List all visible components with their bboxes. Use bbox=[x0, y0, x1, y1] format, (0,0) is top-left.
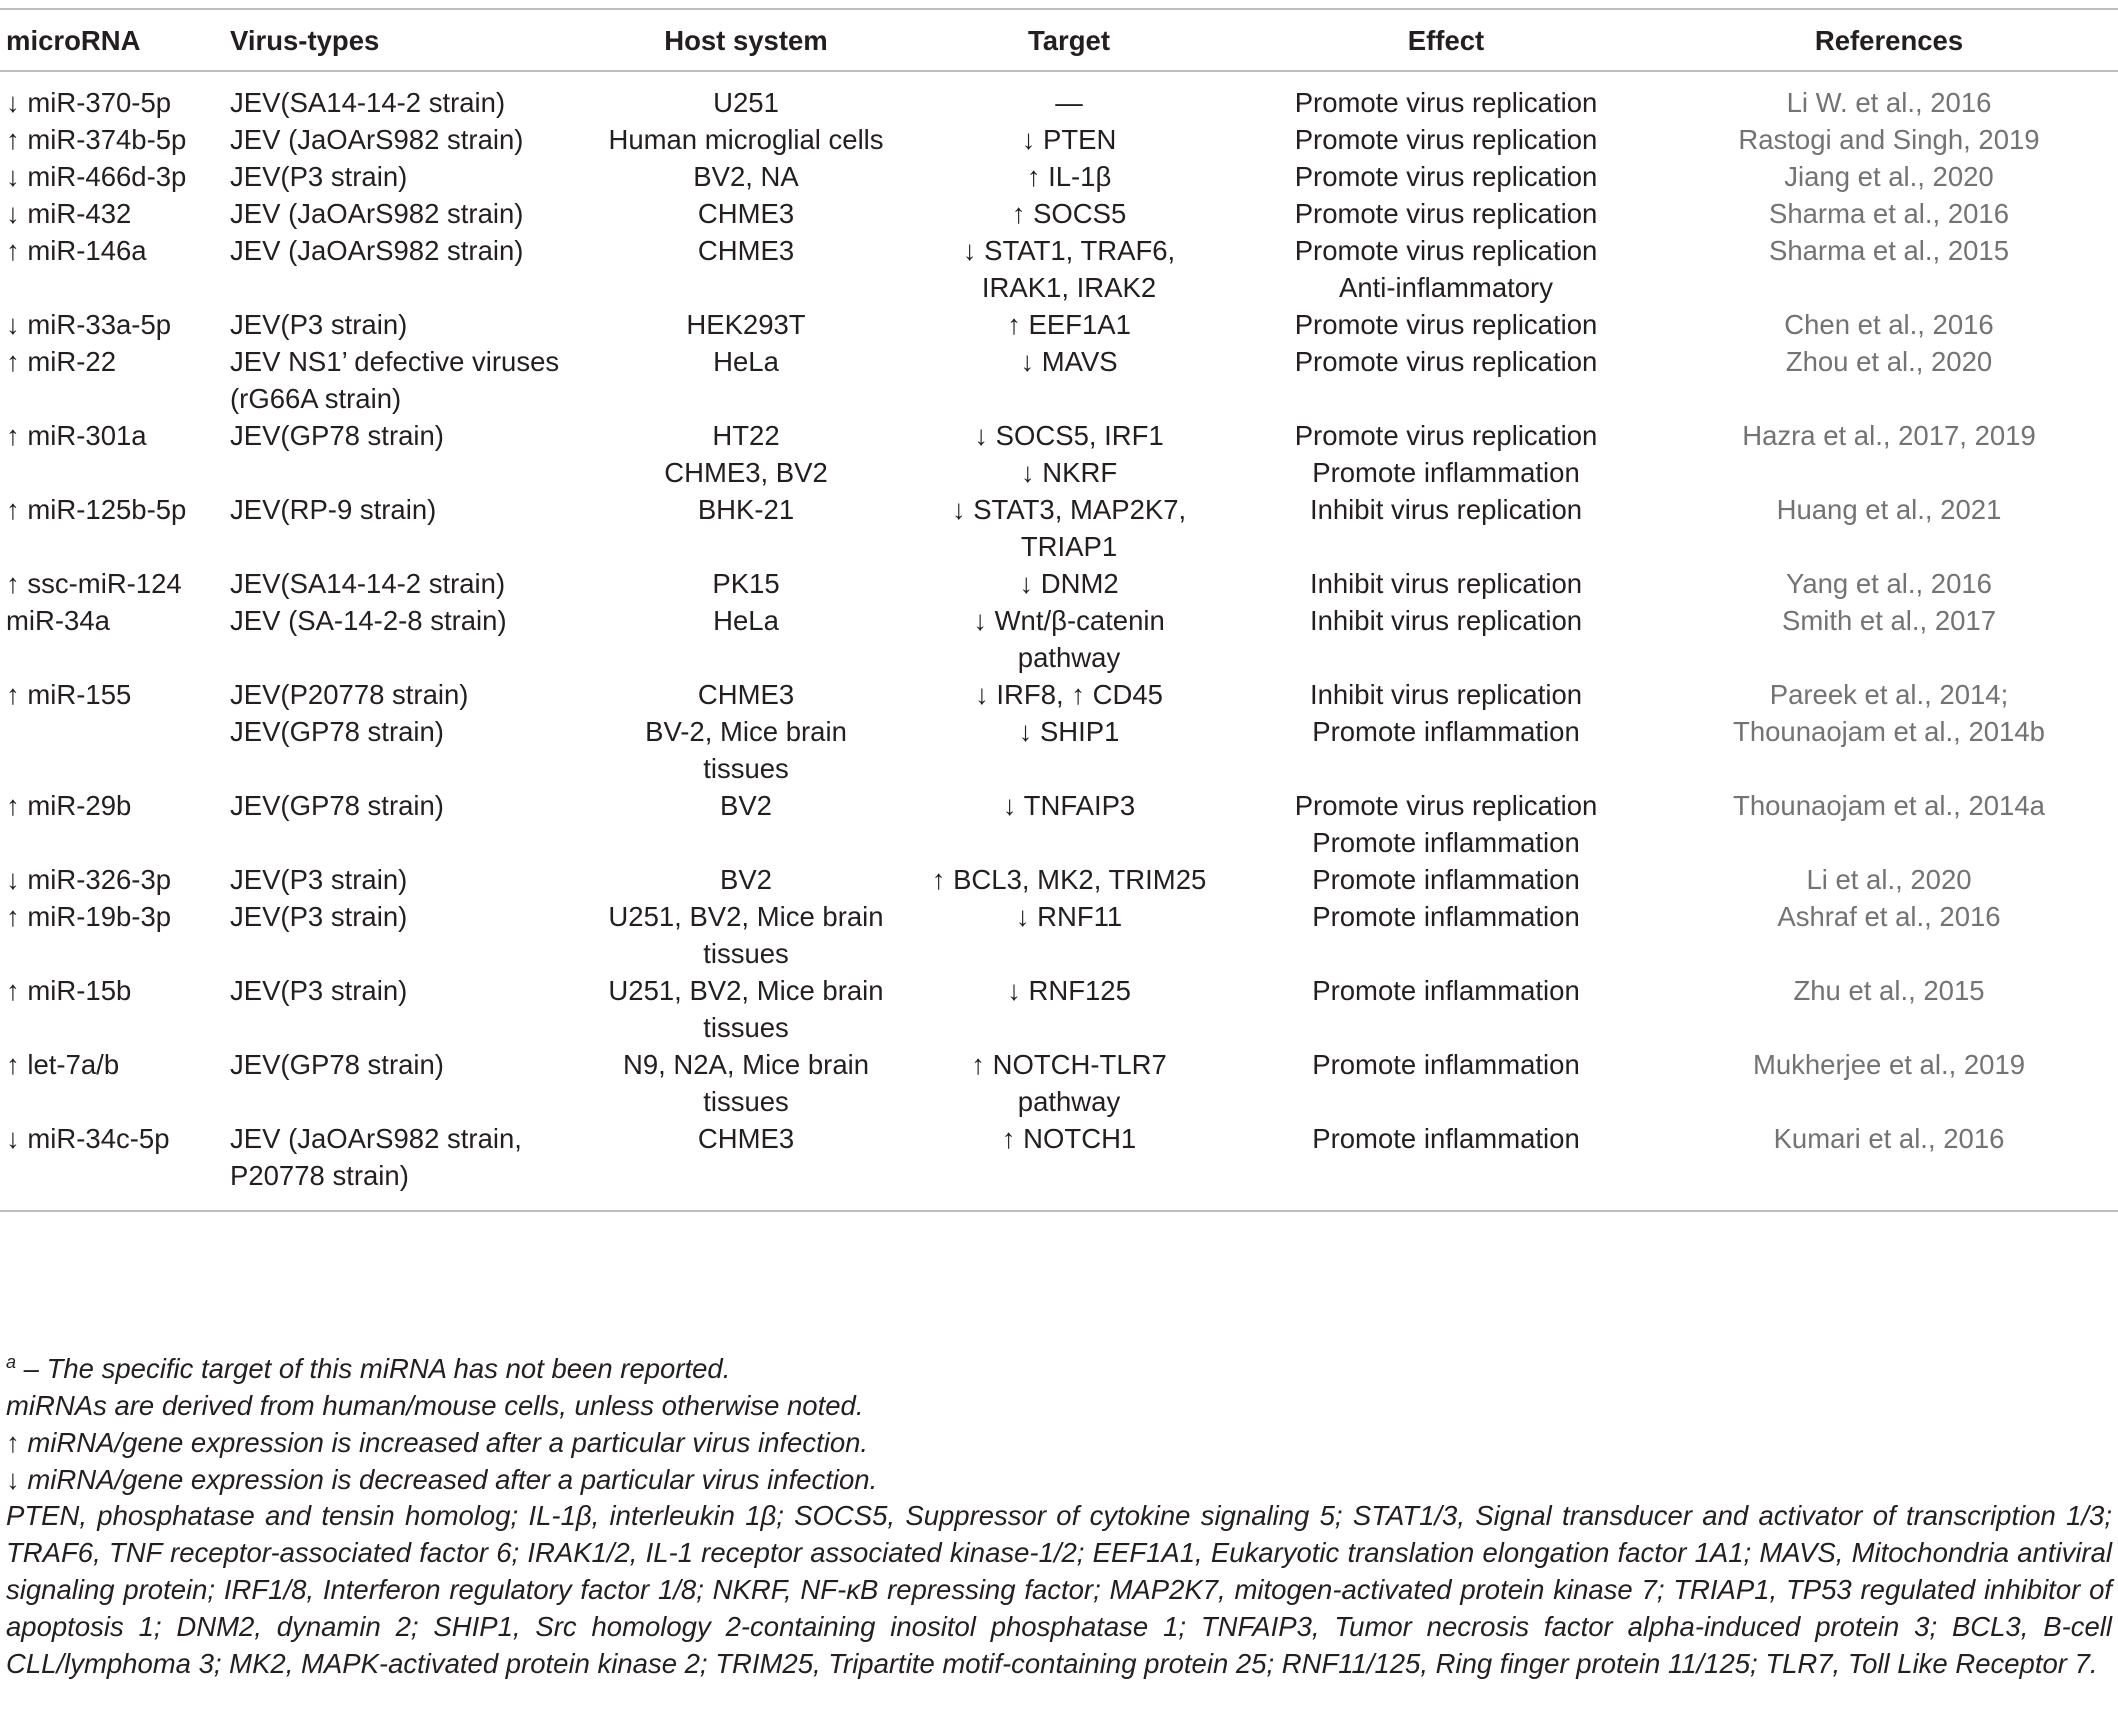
cell-target bbox=[906, 1046, 1232, 1120]
cell-virus-types-line: JEV(GP78 strain) bbox=[230, 420, 444, 451]
cell-virus-types-line: JEV (JaOArS982 strain) bbox=[230, 124, 524, 155]
cell-virus-types-line: JEV(GP78 strain) bbox=[230, 716, 444, 747]
cell-target-line: pathway bbox=[1017, 642, 1121, 673]
cell-virus-types-line: JEV (SA-14-2-8 strain) bbox=[230, 605, 507, 636]
cell-effect-line: Promote inflammation bbox=[1312, 716, 1580, 747]
table-header bbox=[0, 9, 2118, 71]
cell-virus-types-line: (rG66A strain) bbox=[230, 383, 402, 414]
cell-references-line: Thounaojam et al., 2014a bbox=[1733, 790, 2045, 821]
cell-effect bbox=[1232, 121, 1660, 158]
cell-references-line: Kumari et al., 2016 bbox=[1773, 1123, 2005, 1154]
cell-references bbox=[1660, 602, 2118, 676]
cell-effect bbox=[1232, 565, 1660, 602]
cell-host-system-line: N9, N2A, Mice brain bbox=[622, 1049, 870, 1080]
cell-target bbox=[906, 565, 1232, 602]
cell-effect bbox=[1232, 972, 1660, 1046]
cell-effect-line: Inhibit virus replication bbox=[1309, 568, 1583, 599]
cell-host-system-line: BHK-21 bbox=[697, 494, 795, 525]
cell-microrna bbox=[0, 861, 230, 898]
cell-references bbox=[1660, 565, 2118, 602]
cell-target-line: ↓ RNF125 bbox=[1007, 975, 1131, 1006]
cell-target-line: TRIAP1 bbox=[1020, 531, 1118, 562]
cell-microrna-line: ↑ miR-19b-3p bbox=[6, 901, 172, 932]
cell-host-system bbox=[586, 491, 906, 565]
cell-effect bbox=[1232, 1046, 1660, 1120]
cell-host-system bbox=[586, 71, 906, 121]
cell-references bbox=[1660, 861, 2118, 898]
cell-references-line: Huang et al., 2021 bbox=[1776, 494, 2002, 525]
cell-microrna bbox=[0, 898, 230, 972]
cell-effect-line: Promote inflammation bbox=[1312, 901, 1580, 932]
cell-references bbox=[1660, 417, 2118, 491]
cell-effect-line: Promote inflammation bbox=[1312, 457, 1580, 488]
cell-target bbox=[906, 1120, 1232, 1211]
cell-host-system-line: CHME3, BV2 bbox=[664, 457, 828, 488]
cell-host-system-line: tissues bbox=[703, 938, 789, 969]
cell-virus-types-line: JEV(P3 strain) bbox=[230, 864, 408, 895]
header-row bbox=[0, 9, 2118, 71]
cell-microrna-line: ↑ let-7a/b bbox=[6, 1049, 120, 1080]
cell-host-system bbox=[586, 417, 906, 491]
table-row bbox=[0, 1120, 2118, 1211]
cell-references-line: Pareek et al., 2014; bbox=[1769, 679, 2009, 710]
cell-host-system-line: CHME3 bbox=[697, 1123, 795, 1154]
cell-effect bbox=[1232, 343, 1660, 417]
cell-host-system-line: U251 bbox=[713, 87, 779, 118]
cell-microrna bbox=[0, 121, 230, 158]
cell-target-line: ↑ IL-1β bbox=[1026, 161, 1112, 192]
cell-effect-line: Promote inflammation bbox=[1312, 1123, 1580, 1154]
cell-virus-types bbox=[230, 195, 586, 232]
header-effect: Effect bbox=[1232, 9, 1660, 71]
cell-host-system-line: HEK293T bbox=[686, 309, 806, 340]
cell-host-system bbox=[586, 306, 906, 343]
cell-host-system-line: CHME3 bbox=[697, 235, 795, 266]
cell-effect-line: Inhibit virus replication bbox=[1309, 605, 1583, 636]
cell-effect-line: Anti-inflammatory bbox=[1339, 272, 1553, 303]
header-virus-types: Virus-types bbox=[230, 9, 586, 71]
cell-target bbox=[906, 602, 1232, 676]
cell-references-line: Yang et al., 2016 bbox=[1786, 568, 1992, 599]
cell-target-line: ↑ EEF1A1 bbox=[1007, 309, 1131, 340]
cell-host-system bbox=[586, 343, 906, 417]
cell-virus-types-line: JEV NS1’ defective viruses bbox=[230, 346, 560, 377]
cell-host-system bbox=[586, 1120, 906, 1211]
cell-target bbox=[906, 343, 1232, 417]
table-row bbox=[0, 195, 2118, 232]
cell-virus-types-line: JEV(RP-9 strain) bbox=[230, 494, 437, 525]
cell-effect bbox=[1232, 417, 1660, 491]
cell-microrna bbox=[0, 565, 230, 602]
cell-target bbox=[906, 158, 1232, 195]
cell-effect bbox=[1232, 195, 1660, 232]
header-target: Target bbox=[906, 9, 1232, 71]
cell-host-system-line: BV-2, Mice brain bbox=[645, 716, 847, 747]
cell-microrna bbox=[0, 158, 230, 195]
cell-virus-types bbox=[230, 602, 586, 676]
cell-host-system bbox=[586, 565, 906, 602]
cell-host-system bbox=[586, 232, 906, 306]
cell-virus-types-line: JEV(P3 strain) bbox=[230, 901, 408, 932]
cell-references-line: Ashraf et al., 2016 bbox=[1777, 901, 2001, 932]
cell-references-line: Sharma et al., 2015 bbox=[1768, 235, 2009, 266]
header-microrna: microRNA bbox=[0, 9, 230, 71]
cell-host-system bbox=[586, 158, 906, 195]
cell-references bbox=[1660, 343, 2118, 417]
cell-target-line: ↓ PTEN bbox=[1021, 124, 1117, 155]
cell-host-system bbox=[586, 861, 906, 898]
header-host-system: Host system bbox=[586, 9, 906, 71]
table-row bbox=[0, 232, 2118, 306]
cell-references-line: Sharma et al., 2016 bbox=[1768, 198, 2009, 229]
cell-effect-line: Promote inflammation bbox=[1312, 1049, 1580, 1080]
cell-target-line: ↑ SOCS5 bbox=[1011, 198, 1127, 229]
cell-virus-types-line: JEV(P3 strain) bbox=[230, 309, 408, 340]
cell-virus-types bbox=[230, 787, 586, 861]
cell-microrna bbox=[0, 1120, 230, 1211]
cell-references-line: Zhou et al., 2020 bbox=[1785, 346, 1993, 377]
cell-virus-types-line: JEV(GP78 strain) bbox=[230, 1049, 444, 1080]
table-row bbox=[0, 787, 2118, 861]
cell-effect-line: Promote virus replication bbox=[1294, 87, 1598, 118]
cell-virus-types bbox=[230, 861, 586, 898]
cell-target bbox=[906, 787, 1232, 861]
cell-effect bbox=[1232, 602, 1660, 676]
cell-virus-types bbox=[230, 565, 586, 602]
cell-microrna bbox=[0, 787, 230, 861]
table-row bbox=[0, 972, 2118, 1046]
cell-virus-types-line: P20778 strain) bbox=[230, 1160, 409, 1191]
cell-host-system-line: CHME3 bbox=[697, 679, 795, 710]
cell-references bbox=[1660, 158, 2118, 195]
cell-references-line: Zhu et al., 2015 bbox=[1793, 975, 1985, 1006]
table-row bbox=[0, 71, 2118, 121]
cell-microrna-line: ↑ miR-301a bbox=[6, 420, 147, 451]
cell-virus-types bbox=[230, 158, 586, 195]
cell-host-system bbox=[586, 972, 906, 1046]
cell-target bbox=[906, 232, 1232, 306]
cell-host-system-line: Human microglial cells bbox=[608, 124, 884, 155]
cell-virus-types bbox=[230, 306, 586, 343]
cell-target-line: ↓ NKRF bbox=[1020, 457, 1118, 488]
table-row bbox=[0, 898, 2118, 972]
cell-host-system-line: tissues bbox=[703, 1012, 789, 1043]
cell-host-system-line: tissues bbox=[703, 1086, 789, 1117]
cell-target-line: ↓ SHIP1 bbox=[1018, 716, 1120, 747]
cell-target-line: ↓ SOCS5, IRF1 bbox=[974, 420, 1164, 451]
cell-host-system-line: U251, BV2, Mice brain bbox=[608, 975, 884, 1006]
cell-target bbox=[906, 195, 1232, 232]
cell-virus-types-line: JEV(P3 strain) bbox=[230, 975, 408, 1006]
cell-effect bbox=[1232, 676, 1660, 787]
cell-microrna-line: ↓ miR-432 bbox=[6, 198, 132, 229]
footnote-decreased: ↓ miRNA/gene expression is decreased after a particular virus infection. bbox=[6, 1464, 878, 1495]
table-row bbox=[0, 491, 2118, 565]
cell-target bbox=[906, 306, 1232, 343]
cell-host-system bbox=[586, 1046, 906, 1120]
cell-virus-types-line: JEV(SA14-14-2 strain) bbox=[230, 568, 506, 599]
cell-host-system-line: CHME3 bbox=[697, 198, 795, 229]
table-row bbox=[0, 158, 2118, 195]
cell-effect bbox=[1232, 787, 1660, 861]
mirna-table bbox=[0, 8, 2118, 1212]
cell-effect bbox=[1232, 1120, 1660, 1211]
cell-effect-line: Promote virus replication bbox=[1294, 124, 1598, 155]
table-row bbox=[0, 861, 2118, 898]
cell-target bbox=[906, 898, 1232, 972]
cell-microrna bbox=[0, 676, 230, 787]
cell-references bbox=[1660, 121, 2118, 158]
cell-references bbox=[1660, 71, 2118, 121]
cell-microrna bbox=[0, 195, 230, 232]
cell-virus-types bbox=[230, 676, 586, 787]
cell-target-line: ↓ TNFAIP3 bbox=[1002, 790, 1136, 821]
cell-virus-types-line: JEV(P20778 strain) bbox=[230, 679, 469, 710]
cell-effect bbox=[1232, 158, 1660, 195]
cell-microrna bbox=[0, 972, 230, 1046]
cell-microrna bbox=[0, 306, 230, 343]
cell-effect-line: Promote virus replication bbox=[1294, 161, 1598, 192]
table-row bbox=[0, 602, 2118, 676]
cell-references bbox=[1660, 1120, 2118, 1211]
cell-microrna-line: ↓ miR-34c-5p bbox=[6, 1123, 170, 1154]
table-row bbox=[0, 676, 2118, 787]
cell-host-system-line: tissues bbox=[703, 753, 789, 784]
cell-virus-types bbox=[230, 121, 586, 158]
cell-microrna-line: ↑ miR-374b-5p bbox=[6, 124, 187, 155]
cell-references-line: Li et al., 2020 bbox=[1806, 864, 1972, 895]
cell-effect bbox=[1232, 71, 1660, 121]
cell-microrna bbox=[0, 1046, 230, 1120]
cell-target-line: ↓ STAT3, MAP2K7, bbox=[951, 494, 1187, 525]
cell-virus-types bbox=[230, 417, 586, 491]
table-row bbox=[0, 565, 2118, 602]
cell-virus-types-line: JEV(SA14-14-2 strain) bbox=[230, 87, 506, 118]
cell-host-system bbox=[586, 602, 906, 676]
cell-target-line: ↓ IRF8, ↑ CD45 bbox=[975, 679, 1163, 710]
table-body bbox=[0, 71, 2118, 1211]
cell-host-system-line: BV2 bbox=[720, 864, 772, 895]
cell-virus-types-line: JEV(P3 strain) bbox=[230, 161, 408, 192]
cell-effect-line: Promote virus replication bbox=[1294, 309, 1598, 340]
cell-references-line: Li W. et al., 2016 bbox=[1786, 87, 1992, 118]
cell-target-line: ↓ MAVS bbox=[1020, 346, 1118, 377]
cell-effect-line: Promote virus replication bbox=[1294, 420, 1598, 451]
cell-references bbox=[1660, 1046, 2118, 1120]
cell-virus-types bbox=[230, 71, 586, 121]
cell-target bbox=[906, 71, 1232, 121]
cell-microrna bbox=[0, 602, 230, 676]
cell-target bbox=[906, 676, 1232, 787]
cell-target bbox=[906, 491, 1232, 565]
cell-virus-types bbox=[230, 343, 586, 417]
cell-references-line: Thounaojam et al., 2014b bbox=[1733, 716, 2045, 747]
cell-host-system-line: BV2 bbox=[720, 790, 772, 821]
table-row bbox=[0, 1046, 2118, 1120]
cell-effect bbox=[1232, 232, 1660, 306]
cell-references bbox=[1660, 787, 2118, 861]
cell-effect-line: Promote virus replication bbox=[1294, 346, 1598, 377]
cell-references bbox=[1660, 232, 2118, 306]
table-footnotes bbox=[6, 1350, 2112, 1498]
cell-virus-types bbox=[230, 898, 586, 972]
cell-effect bbox=[1232, 491, 1660, 565]
cell-effect-line: Inhibit virus replication bbox=[1309, 679, 1583, 710]
header-references: References bbox=[1660, 9, 2118, 71]
cell-microrna-line: miR-34a bbox=[6, 605, 110, 636]
cell-microrna-line: ↑ miR-15b bbox=[6, 975, 132, 1006]
cell-effect bbox=[1232, 861, 1660, 898]
cell-target-line: ↓ STAT1, TRAF6, bbox=[962, 235, 1176, 266]
cell-references bbox=[1660, 898, 2118, 972]
cell-virus-types bbox=[230, 491, 586, 565]
cell-host-system bbox=[586, 676, 906, 787]
cell-references bbox=[1660, 195, 2118, 232]
cell-references bbox=[1660, 306, 2118, 343]
cell-microrna bbox=[0, 343, 230, 417]
footnote-a-marker: a bbox=[6, 1351, 17, 1372]
cell-microrna-line: ↑ miR-22 bbox=[6, 346, 117, 377]
cell-host-system-line: U251, BV2, Mice brain bbox=[608, 901, 884, 932]
cell-effect bbox=[1232, 306, 1660, 343]
cell-effect-line: Promote virus replication bbox=[1294, 235, 1598, 266]
cell-microrna-line: ↑ ssc-miR-124 bbox=[6, 568, 182, 599]
cell-references-line: Mukherjee et al., 2019 bbox=[1752, 1049, 2026, 1080]
cell-microrna-line: ↓ miR-326-3p bbox=[6, 864, 172, 895]
cell-effect-line: Promote inflammation bbox=[1312, 827, 1580, 858]
cell-references bbox=[1660, 491, 2118, 565]
footnote-derived: miRNAs are derived from human/mouse cells, unless otherwise noted. bbox=[6, 1390, 864, 1421]
cell-target bbox=[906, 972, 1232, 1046]
cell-host-system bbox=[586, 787, 906, 861]
cell-microrna bbox=[0, 232, 230, 306]
cell-references-line: Rastogi and Singh, 2019 bbox=[1738, 124, 2040, 155]
cell-target-line: ↑ NOTCH-TLR7 bbox=[971, 1049, 1167, 1080]
table-row bbox=[0, 306, 2118, 343]
cell-references bbox=[1660, 972, 2118, 1046]
cell-microrna-line: ↓ miR-466d-3p bbox=[6, 161, 187, 192]
cell-microrna-line: ↓ miR-370-5p bbox=[6, 87, 172, 118]
cell-references bbox=[1660, 676, 2118, 787]
cell-target-line: ↑ NOTCH1 bbox=[1001, 1123, 1137, 1154]
cell-microrna-line: ↑ miR-29b bbox=[6, 790, 132, 821]
footnote-a bbox=[6, 1350, 2112, 1387]
cell-virus-types bbox=[230, 972, 586, 1046]
cell-virus-types-line: JEV (JaOArS982 strain, bbox=[230, 1123, 522, 1154]
abbreviations-footnote: PTEN, phosphatase and tensin homolog; IL-1β, interleukin 1β; SOCS5, Suppressor of cytokine signaling 5; STAT1/3, Signal transducer and activator of transcription 1/3; TRAF6, TNF receptor-associated factor 6; IRAK1/2, IL-1 receptor associated kinase-1/2; EEF1A1, Eukaryotic translation elongation factor 1A1; MAVS, Mitochondria antiviral signaling protein; IRF1/8, Interferon regulatory factor 1/8; NKRF, NF-κB repressing factor; MAP2K7, mitogen-activated protein kinase 7; TRIAP1, TP53 regulated inhibitor of apoptosis 1; DNM2, dynamin 2; SHIP1, Src homology 2-containing inositol phosphatase 1; TNFAIP3, Tumor necrosis factor alpha-induced protein 3; BCL3, B-cell CLL/lymphoma 3; MK2, MAPK-activated protein kinase 2; TRIM25, Tripartite motif-containing protein 25; RNF11/125, Ring finger protein 11/125; TLR7, Toll Like Receptor 7. bbox=[6, 1500, 2112, 1679]
cell-effect-line: Promote inflammation bbox=[1312, 864, 1580, 895]
cell-effect-line: Promote virus replication bbox=[1294, 198, 1598, 229]
cell-virus-types-line: JEV (JaOArS982 strain) bbox=[230, 198, 524, 229]
cell-target-line: ↓ DNM2 bbox=[1019, 568, 1119, 599]
cell-target bbox=[906, 861, 1232, 898]
cell-effect-line: Promote virus replication bbox=[1294, 790, 1598, 821]
cell-effect bbox=[1232, 898, 1660, 972]
cell-microrna-line: ↑ miR-146a bbox=[6, 235, 147, 266]
cell-virus-types-line: JEV(GP78 strain) bbox=[230, 790, 444, 821]
cell-host-system-line: HeLa bbox=[713, 605, 779, 636]
cell-host-system-line: HeLa bbox=[713, 346, 779, 377]
cell-host-system bbox=[586, 121, 906, 158]
cell-effect-line: Promote inflammation bbox=[1312, 975, 1580, 1006]
cell-virus-types-line: JEV (JaOArS982 strain) bbox=[230, 235, 524, 266]
cell-microrna bbox=[0, 417, 230, 491]
cell-host-system-line: PK15 bbox=[712, 568, 780, 599]
cell-references-line: Chen et al., 2016 bbox=[1784, 309, 1994, 340]
cell-virus-types bbox=[230, 1046, 586, 1120]
cell-host-system bbox=[586, 195, 906, 232]
cell-references-line: Jiang et al., 2020 bbox=[1784, 161, 1994, 192]
cell-target bbox=[906, 417, 1232, 491]
cell-target-line: pathway bbox=[1017, 1086, 1121, 1117]
cell-target-line: ↓ RNF11 bbox=[1015, 901, 1123, 932]
cell-host-system-line: HT22 bbox=[712, 420, 780, 451]
cell-host-system-line: BV2, NA bbox=[693, 161, 799, 192]
table-row bbox=[0, 417, 2118, 491]
cell-microrna bbox=[0, 491, 230, 565]
cell-microrna-line: ↓ miR-33a-5p bbox=[6, 309, 172, 340]
cell-microrna bbox=[0, 71, 230, 121]
cell-target-line: ↑ BCL3, MK2, TRIM25 bbox=[931, 864, 1207, 895]
cell-target-line: ↓ Wnt/β-catenin bbox=[973, 605, 1165, 636]
table-row bbox=[0, 121, 2118, 158]
table-row bbox=[0, 343, 2118, 417]
cell-target-line: IRAK1, IRAK2 bbox=[981, 272, 1157, 303]
cell-microrna-line: ↑ miR-155 bbox=[6, 679, 132, 710]
cell-target-line: — bbox=[1055, 87, 1083, 118]
cell-virus-types bbox=[230, 232, 586, 306]
cell-virus-types bbox=[230, 1120, 586, 1211]
cell-target bbox=[906, 121, 1232, 158]
cell-references-line: Hazra et al., 2017, 2019 bbox=[1742, 420, 2036, 451]
footnote-increased: ↑ miRNA/gene expression is increased after a particular virus infection. bbox=[6, 1427, 869, 1458]
cell-microrna-line: ↑ miR-125b-5p bbox=[6, 494, 187, 525]
cell-effect-line: Inhibit virus replication bbox=[1309, 494, 1583, 525]
cell-references-line: Smith et al., 2017 bbox=[1781, 605, 1996, 636]
footnote-a-text: – The specific target of this miRNA has not been reported. bbox=[16, 1353, 731, 1384]
cell-host-system bbox=[586, 898, 906, 972]
